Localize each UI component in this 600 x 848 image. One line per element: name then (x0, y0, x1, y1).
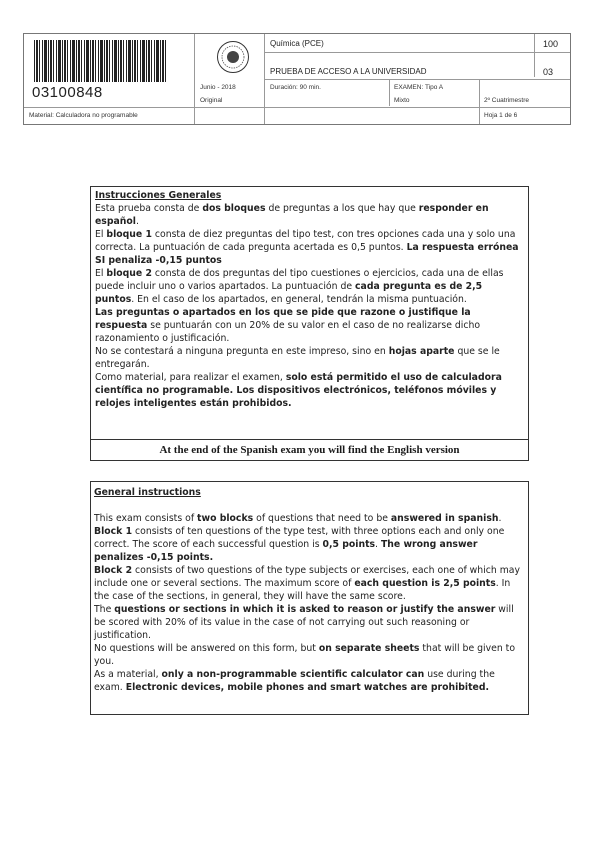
exam-title: PRUEBA DE ACCESO A LA UNIVERSIDAD (270, 67, 427, 76)
spanish-paragraph-1: Esta prueba consta de dos bloques de preguntas a los que hay que responder en español. (95, 203, 489, 227)
original-label: Original (200, 97, 223, 104)
english-version-banner: At the end of the Spanish exam you will find the English version (90, 439, 529, 461)
english-paragraph-6: As a material, only a non-programmable scientific calculator can use during the exam. Electronic devices, mobile phones and smart watches are prohibited. (94, 669, 495, 693)
university-seal-icon (216, 40, 250, 74)
english-paragraph-1: This exam consists of two blocks of questions that need to be answered in spanish. (94, 513, 502, 524)
code-number: 03100848 (32, 84, 103, 101)
term: 2º Cuatrimestre (484, 97, 529, 104)
code-top: 100 (543, 39, 559, 49)
code-bottom: 03 (543, 67, 554, 77)
page-number: Hoja 1 de 6 (484, 112, 518, 119)
spanish-instructions (90, 186, 529, 440)
english-paragraph-5: No questions will be answered on this form, but on separate sheets that will be given to you. (94, 643, 516, 667)
english-instructions (90, 481, 529, 715)
spanish-title: Instrucciones Generales (95, 190, 222, 201)
subject: Química (PCE) (270, 39, 324, 48)
spanish-paragraph-3: El bloque 2 consta de dos preguntas del tipo cuestiones o ejercicios, cada una de ellas puede incluir uno o varios apartados. La puntuación de cada pregunta es de 2,5 puntos. En el caso de los apartados, en general, tendrán la misma puntuación. (95, 268, 504, 305)
spanish-paragraph-4: Las preguntas o apartados en los que se pide que razone o justifique la respuesta se puntuarán con un 20% de su valor en el caso de no realizarse dicho razonamiento o justificación. (95, 307, 481, 344)
exam-header (23, 33, 571, 125)
mixto-label: Mixto (394, 97, 410, 104)
english-paragraph-2: Block 1 consists of ten questions of the type test, with three options each and only one correct. The score of each successful question is 0,5 points. The wrong answer penalizes -0,15 points. (94, 526, 505, 563)
english-title: General instructions (94, 487, 201, 498)
exam-type: EXAMEN: Tipo A (394, 84, 444, 91)
spanish-paragraph-6: Como material, para realizar el examen, solo está permitido el uso de calculadora científica no programable. Los dispositivos electrónicos, teléfonos móviles y relojes inteligentes están prohibidos. (95, 372, 502, 409)
english-paragraph-4: The questions or sections in which it is asked to reason or justify the answer will be scored with 20% of its value in the case of not carrying out such reasoning or justification. (94, 604, 514, 641)
english-paragraph-3: Block 2 consists of two questions of the type subjects or exercises, each one of which may include one or several sections. The maximum score of each question is 2,5 points. In the case of the sections, in general, they will have the same score. (94, 565, 520, 602)
barcode (34, 40, 166, 82)
month-year: Junio - 2018 (200, 84, 236, 91)
material-note: Material: Calculadora no programable (29, 112, 138, 119)
spanish-paragraph-5: No se contestará a ninguna pregunta en este impreso, sino en hojas aparte que se le entregarán. (95, 346, 500, 370)
duration: Duración: 90 min. (270, 84, 321, 91)
spanish-paragraph-2: El bloque 1 consta de diez preguntas del tipo test, con tres opciones cada una y solo una correcta. La puntuación de cada pregunta acertada es 0,5 puntos. La respuesta errónea SI penaliza -0,15 puntos (95, 229, 519, 266)
